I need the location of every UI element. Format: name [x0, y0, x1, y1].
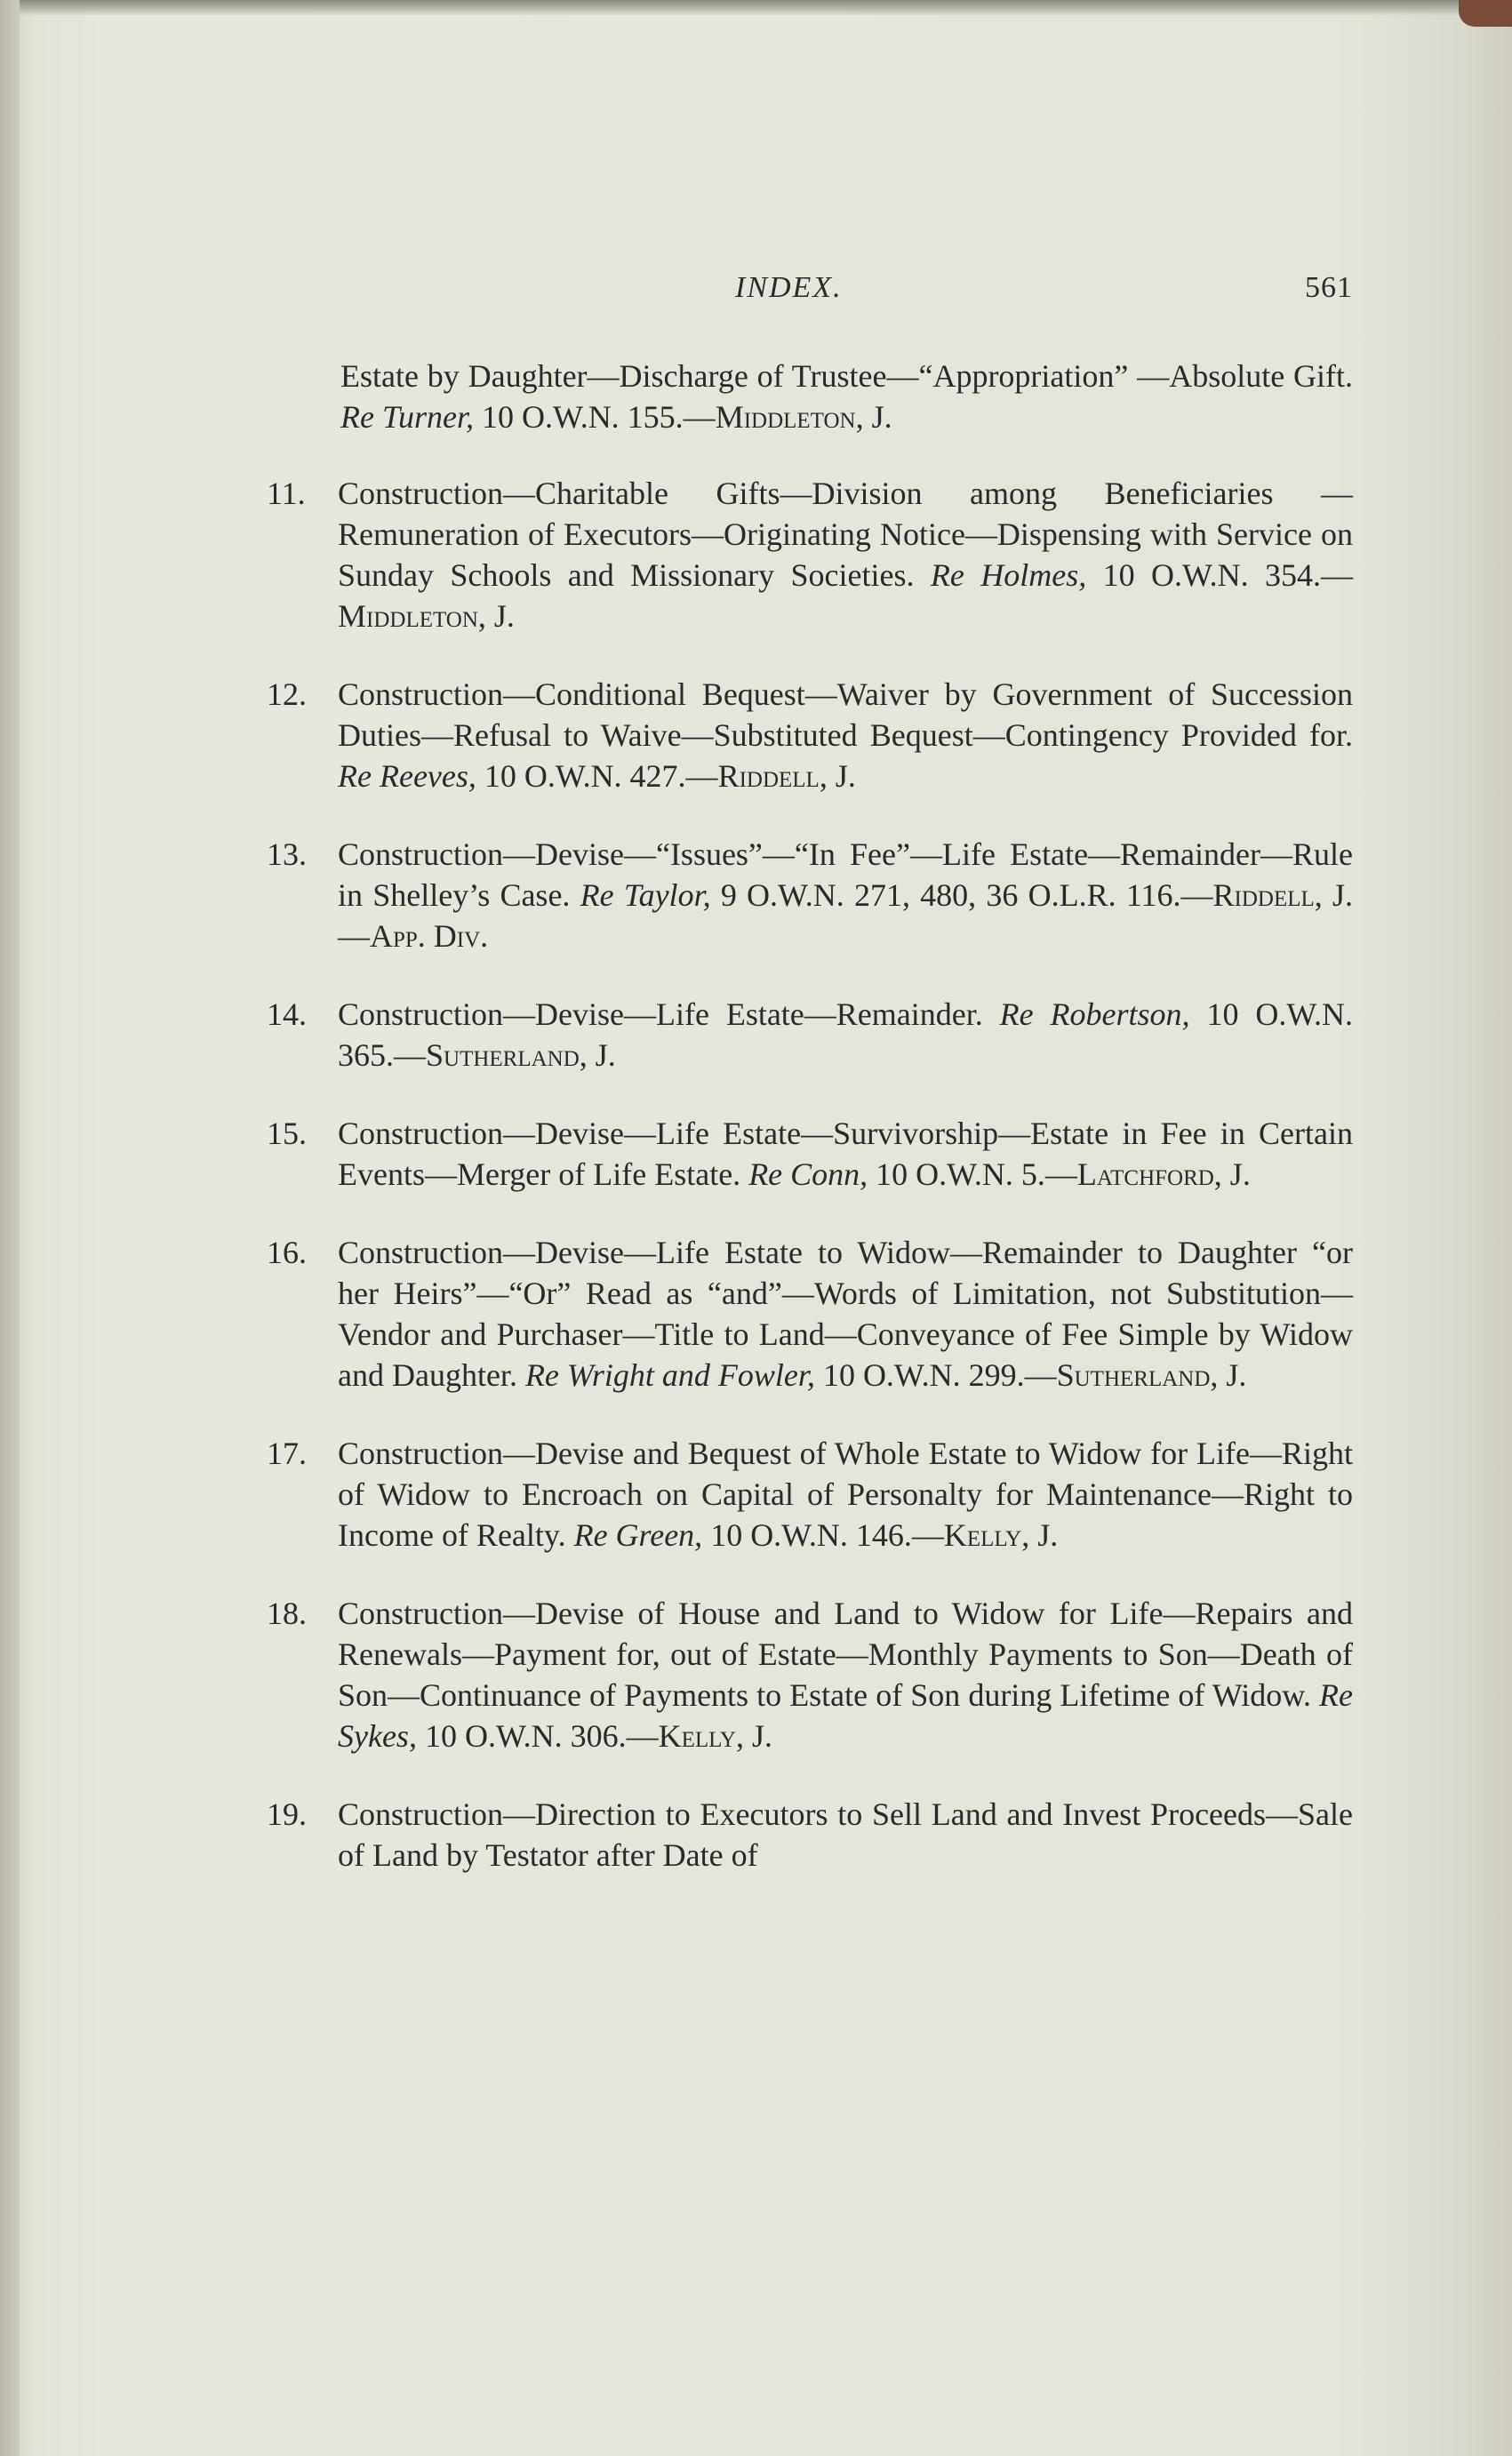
citation: 10 O.W.N. 354.— — [1102, 557, 1354, 593]
entry-number: 19. — [267, 1796, 307, 1832]
judge: Sutherland, J. — [1056, 1357, 1247, 1393]
case-name: Re Taylor, — [580, 877, 711, 913]
citation: 9 O.W.N. 271, 480, 36 O.L.R. 116.— — [720, 877, 1213, 913]
entry-text: Construction—Charitable Gifts—Division among Beneficiaries —Remuneration of Executors—Originating Notice—Dispensing with Service on Sunday Schools and Missionary Societies. — [338, 476, 1353, 593]
binding-corner — [1459, 0, 1512, 27]
citation: 10 O.W.N. 155.— — [482, 399, 716, 435]
judge: Sutherland, J. — [426, 1037, 616, 1073]
case-name: Re Reeves, — [338, 758, 476, 794]
citation: 10 O.W.N. 365.— — [338, 996, 1354, 1073]
entry-text: Construction—Devise—“Issues”—“In Fee”—Life Estate—Remainder—Rule in Shelley’s Case. — [338, 836, 1353, 913]
case-name: Re Green, — [573, 1517, 703, 1553]
entry-number: 14. — [267, 996, 307, 1032]
case-name: Re Robertson, — [999, 996, 1190, 1032]
citation: 10 O.W.N. 306.— — [424, 1718, 659, 1754]
index-entries — [267, 356, 1353, 1913]
judge: Middleton, J. — [715, 399, 892, 435]
case-name: Re Wright and Fowler, — [524, 1357, 815, 1393]
running-head: INDEX. — [735, 271, 843, 304]
entry-text: Estate by Daughter—Discharge of Trustee—“Appropriation” —Absolute Gift. — [340, 358, 1353, 394]
entry-number: 13. — [267, 836, 307, 872]
index-entry — [267, 1794, 1353, 1876]
entry-text: Construction—Devise of House and Land to Widow for Life—Repairs and Renewals—Payment for, out of Estate—Monthly Payments to Son—Death of Son—Continuance of Payments to Estate of Son during Lifetime of Widow. — [338, 1596, 1353, 1713]
judge: Latchford, J. — [1076, 1156, 1251, 1192]
entry-text: Construction—Direction to Executors to Sell Land and Invest Proceeds—Sale of Land by Testator after Date of — [338, 1796, 1353, 1873]
index-entry — [267, 1593, 1353, 1756]
citation: 10 O.W.N. 5.— — [876, 1156, 1077, 1192]
entry-number: 15. — [267, 1116, 307, 1151]
entry-text: Construction—Devise—Life Estate—Remainder. — [338, 996, 983, 1032]
judge: Kelly, J. — [658, 1718, 772, 1754]
case-name: Re Turner, — [340, 399, 475, 435]
index-entry — [267, 834, 1353, 956]
case-name: Re Sykes, — [338, 1677, 1353, 1754]
page-top-edge — [0, 0, 1512, 16]
index-entry — [267, 674, 1353, 796]
entry-text: Construction—Devise—Life Estate to Widow—Remainder to Daughter “or her Heirs”—“Or” Read as “and”—Words of Limitation, not Substitution—Vendor and Purchaser—Title to Land—Conveyance of Fee Simple by Widow and Daughter. — [338, 1235, 1353, 1393]
entry-number: 11. — [267, 476, 306, 511]
page-gutter — [0, 0, 20, 2456]
index-entry — [267, 1113, 1353, 1195]
index-entry — [267, 1433, 1353, 1556]
case-name: Re Holmes, — [930, 557, 1087, 593]
judge: Riddell, J.—App. Div. — [338, 877, 1354, 954]
page-header — [331, 271, 1353, 316]
citation: 10 O.W.N. 299.— — [822, 1357, 1057, 1393]
citation: 10 O.W.N. 146.— — [710, 1517, 944, 1553]
entry-number: 18. — [267, 1596, 307, 1631]
entry-text: Construction—Conditional Bequest—Waiver by Government of Succession Duties—Refusal to Waive—Substituted Bequest—Contingency Provided for. — [338, 676, 1353, 753]
entry-text: Construction—Devise and Bequest of Whole Estate to Widow for Life—Right of Widow to Encroach on Capital of Personalty for Maintenance—Right to Income of Realty. — [338, 1436, 1353, 1553]
case-name: Re Conn, — [748, 1156, 868, 1192]
entry-number: 12. — [267, 676, 307, 712]
page-number: 561 — [1305, 271, 1353, 304]
citation: 10 O.W.N. 427.— — [484, 758, 718, 794]
judge: Kelly, J. — [943, 1517, 1059, 1553]
index-entry — [267, 994, 1353, 1076]
entry-text: Construction—Devise—Life Estate—Survivorship—Estate in Fee in Certain Events—Merger of Life Estate. — [338, 1116, 1353, 1192]
judge: Middleton, J. — [338, 598, 515, 634]
entry-number: 16. — [267, 1235, 307, 1270]
index-entry — [267, 1232, 1353, 1396]
judge: Riddell, J. — [717, 758, 856, 794]
entry-number: 17. — [267, 1436, 307, 1471]
index-entry — [267, 356, 1353, 437]
index-entry — [267, 473, 1353, 636]
